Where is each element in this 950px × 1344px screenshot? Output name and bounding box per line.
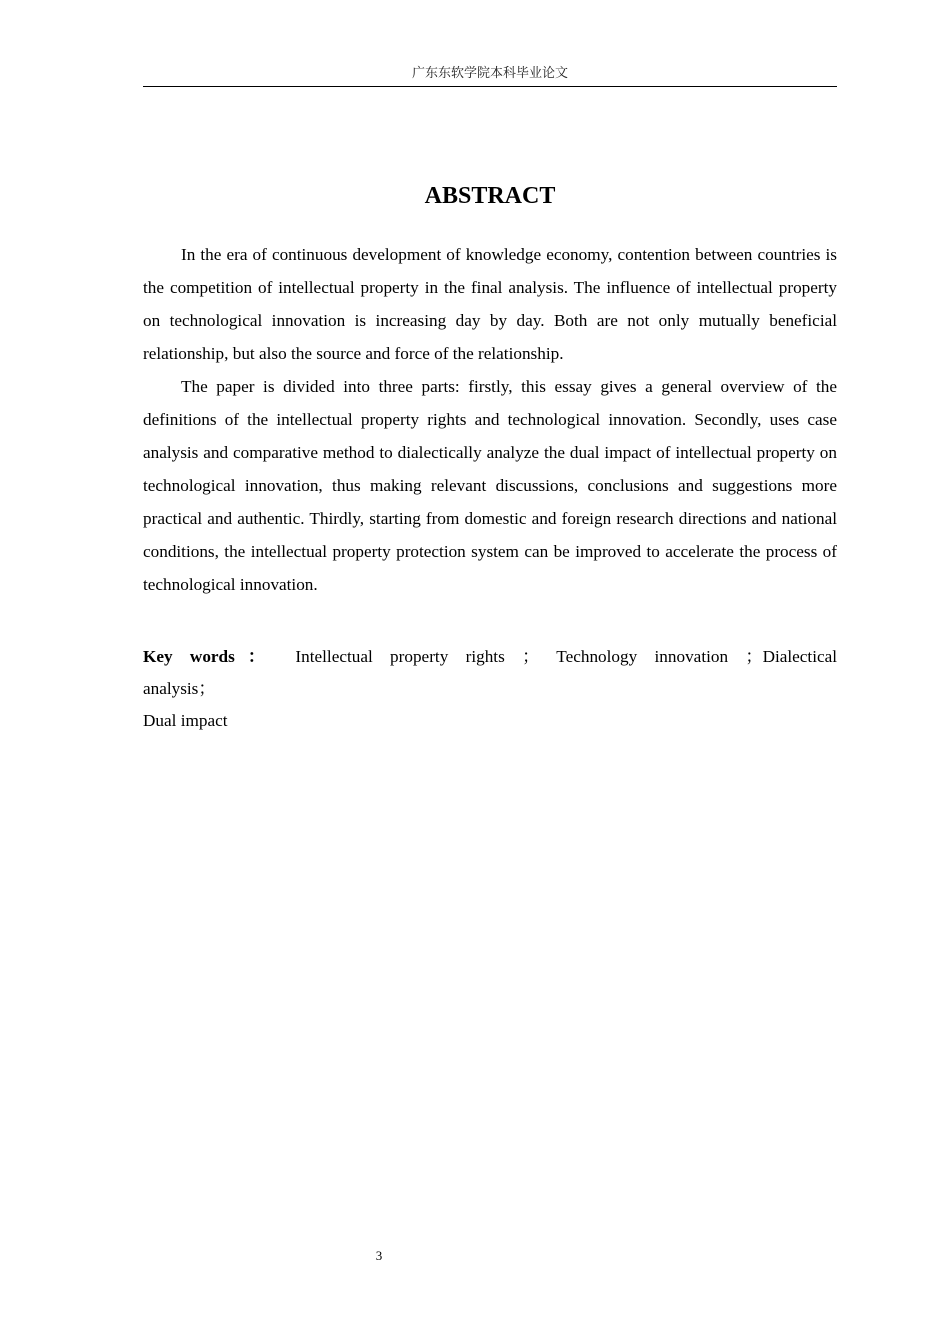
abstract-paragraph-1: In the era of continuous development of knowledge economy, contention between countries is the competition of intellectual property in the final analysis. The influence of intellectual property on technological innovation is increasing day by day. Both are not only mutually beneficial relationship, but also the source and force of the relationship. (143, 245, 837, 363)
page-number: 3 (375, 1248, 383, 1263)
keywords-line-1 (143, 641, 837, 673)
abstract-paragraph-2: The paper is divided into three parts: firstly, this essay gives a general overview of the definitions of the intellectual property rights and technological innovation. Secondly, uses case analysis and comparative method to dialectically analyze the dual impact of intellectual property on technological innovation, thus making relevant discussions, conclusions and suggestions more practical and authentic. Thirdly, starting from domestic and foreign research directions and national conditions, the intellectual property protection system can be improved to accelerate the process of technological innovation. (143, 377, 837, 594)
abstract-body (143, 238, 837, 601)
keywords-line-3: Dual impact (143, 711, 228, 730)
page-header (143, 62, 837, 87)
keywords-list-part-1: Intellectual property rights ； Technology innovation ；Dialectical (295, 647, 838, 666)
header-title: 广东东软学院本科毕业论文 (411, 66, 568, 81)
keywords-section (143, 641, 837, 737)
keywords-label: Key words： (143, 647, 279, 666)
abstract-title: ABSTRACT (424, 183, 556, 209)
keywords-line-2: analysis； (143, 679, 216, 698)
